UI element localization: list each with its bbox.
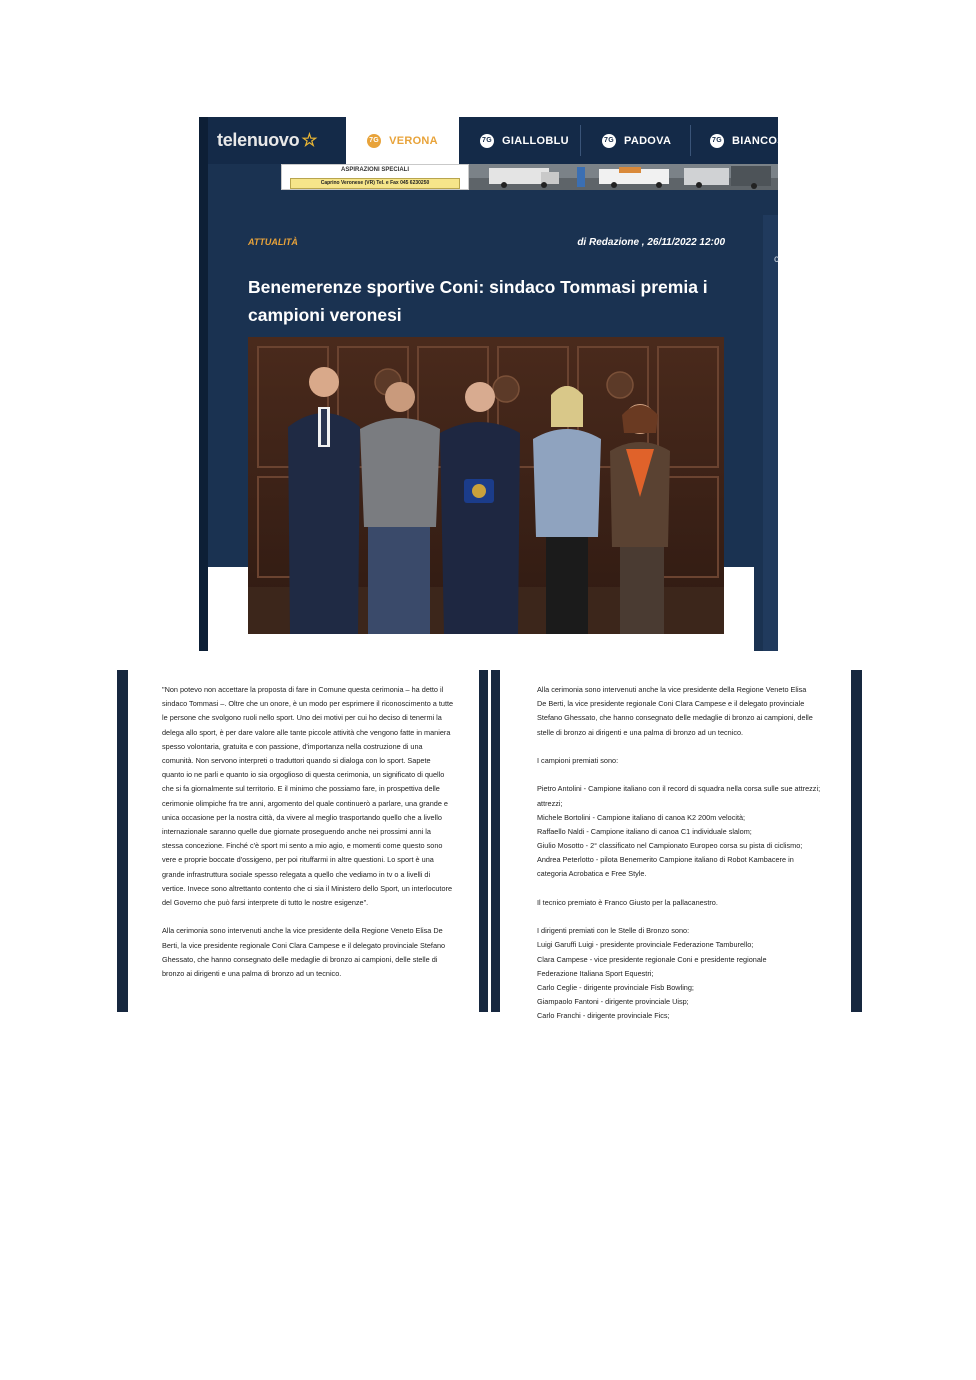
text-line: I dirigenti premiati con le Stelle di Bronzo sono: <box>537 926 690 936</box>
blank-line <box>537 910 827 924</box>
text-line: Raffaello Naldi - Campione italiano di canoa C1 individuale slalom; <box>537 826 752 836</box>
left-panel-right-edge <box>479 670 488 1012</box>
logo-text: telenuovo <box>217 130 300 150</box>
ad-subtitle: Caprino Veronese (VR) Tel. e Fax 045 6230250 <box>290 178 460 189</box>
text-line: Giulio Mosotto - 2° classificato nel Campionato Europeo corsa su pista di ciclismo; <box>537 841 803 851</box>
ad-truck-image <box>469 164 778 190</box>
text-line: Stefano Ghessato, che hanno consegnato delle medaglie di bronzo ai campioni, delle <box>537 713 813 723</box>
text-line: attrezzi; <box>537 798 563 808</box>
text-line: Carlo Franchi - dirigente provinciale Fics; <box>537 1011 670 1021</box>
tab-verona[interactable] <box>346 117 459 164</box>
quote-paragraph: "Non potevo non accettare la proposta di fare in Comune questa cerimonia – ha detto il sindaco Tommasi –. Oltre che un onore, è un modo per esprimere il riconoscimento a tutte le persone che svolgono ruoli nello sport. Uno dei motivi per cui ho deciso di tenermi la delega allo sport, è per dare valore alle tante piccole attività che vengono fatte in maniera spesso volontaria, gratuita e con passione, d'importanza nella costruzione di una comunità. Non servono interpreti o traduttori quando si dialoga con lo sport. Sapete quanto io ne parli e quanto io sia orgoglioso di questa cerimonia, un significato di quello che si fa giornalmente sul territorio. E il minimo che possiamo fare, in prospettiva delle cerimonie olimpiche fra tre anni, argomento del quale continuerò a parlare, una grande e unica occasione per la nostra città, da vivere al meglio trasportando quello che a livello internazionale saranno quelle due giornate proseguendo anche nei prossimi anni la stessa concezione. Finché c'è sport mi sento a mio agio, e momenti come questo sono vere e proprie boccate d'ossigeno, per poi rituffarmi in altre questioni. Lo sport è una grande infrastruttura sociale spesso relegata a quello che vediamo in tv o a livelli di vertice. Invece sono altrettanto contento che ci sia il Ministero dello Sport, un interlocutore del Governo che può farsi interprete di tutto le nostre esigenze". <box>162 685 454 908</box>
article-photo <box>248 337 724 634</box>
tab-divider <box>580 125 581 156</box>
tab-divider <box>690 125 691 156</box>
right-panel-text <box>537 683 827 1021</box>
tab-padova[interactable] <box>602 117 671 164</box>
channel-icon: 7G <box>602 134 616 148</box>
ceremony-paragraph: Alla cerimonia sono intervenuti anche la vice presidente della Regione Veneto Elisa De Berti, la vice presidente regionale Coni Clara Campese e il delegato provinciale Stefano Ghessato, che hanno consegnato delle medaglie di bronzo ai campioni, delle stelle di bronzo ai dirigenti e una palma di bronzo ad un tecnico. <box>162 926 446 979</box>
text-line: Pietro Antolini - Campione italiano con il record di squadra nella corsa sulle sue attrezzi; <box>537 784 821 794</box>
ad-title: ASPIRAZIONI SPECIALI <box>340 167 409 173</box>
text-line: Michele Bortolini - Campione italiano di canoa K2 200m velocità; <box>537 812 746 822</box>
blank-line <box>537 882 827 896</box>
tab-label: VERONA <box>389 134 438 147</box>
left-edge-bar <box>199 117 208 651</box>
ad-text-box <box>281 164 469 190</box>
left-panel-edge <box>117 670 128 1012</box>
text-line: I campioni premiati sono: <box>537 755 619 765</box>
star-icon: ☆ <box>301 130 318 150</box>
text-line: Il tecnico premiato è Franco Giusto per la pallacanestro. <box>537 897 718 907</box>
text-line: De Berti, la vice presidente regionale Coni Clara Campese e il delegato provinciale <box>537 699 805 709</box>
blank-line <box>537 740 827 754</box>
text-line: Carlo Ceglie - dirigente provinciale Fisb Bowling; <box>537 982 694 992</box>
channel-icon: 7G <box>480 134 494 148</box>
news-site-screenshot <box>199 117 785 651</box>
text-line: stelle di bronzo ai dirigenti e una palma di bronzo ad un tecnico. <box>537 727 744 737</box>
left-panel-text <box>162 683 454 981</box>
sidebar-edge <box>763 215 778 651</box>
tab-gialloblu[interactable] <box>480 117 569 164</box>
text-line: Clara Campese - vice presidente regionale Coni e presidente regionale <box>537 954 767 964</box>
channel-icon: 7G <box>367 134 381 148</box>
tab-label: PADOVA <box>624 134 672 147</box>
ad-banner[interactable] <box>281 164 778 190</box>
right-panel-left-edge <box>491 670 500 1012</box>
site-logo[interactable] <box>217 130 317 151</box>
article-headline: Benemerenze sportive Coni: sindaco Tommasi premia i campioni veronesi <box>248 277 708 325</box>
top-navbar <box>199 117 785 164</box>
tab-label: BIANCOS <box>732 134 785 147</box>
sidebar-fragment-text: c <box>774 254 779 265</box>
text-line: Andrea Peterlotto - pilota Benemerito Campione italiano di Robot Kambacere in <box>537 855 794 865</box>
text-line: Giampaolo Fantoni - dirigente provinciale Uisp; <box>537 997 689 1007</box>
blank-line <box>537 768 827 782</box>
article-byline: di Redazione , 26/11/2022 12:00 <box>577 237 725 248</box>
article-category[interactable]: ATTUALITÀ <box>248 237 298 247</box>
right-panel-edge <box>851 670 862 1012</box>
tab-label: GIALLOBLU <box>502 134 569 147</box>
text-line: Luigi Garuffi Luigi - presidente provinciale Federazione Tamburello; <box>537 940 754 950</box>
text-line: Federazione Italiana Sport Equestri; <box>537 968 654 978</box>
text-line: categoria Acrobatica e Free Style. <box>537 869 647 879</box>
tab-bianco[interactable] <box>710 117 785 164</box>
text-line: Alla cerimonia sono intervenuti anche la vice presidente della Regione Veneto Elisa <box>537 685 807 694</box>
channel-icon: 7G <box>710 134 724 148</box>
